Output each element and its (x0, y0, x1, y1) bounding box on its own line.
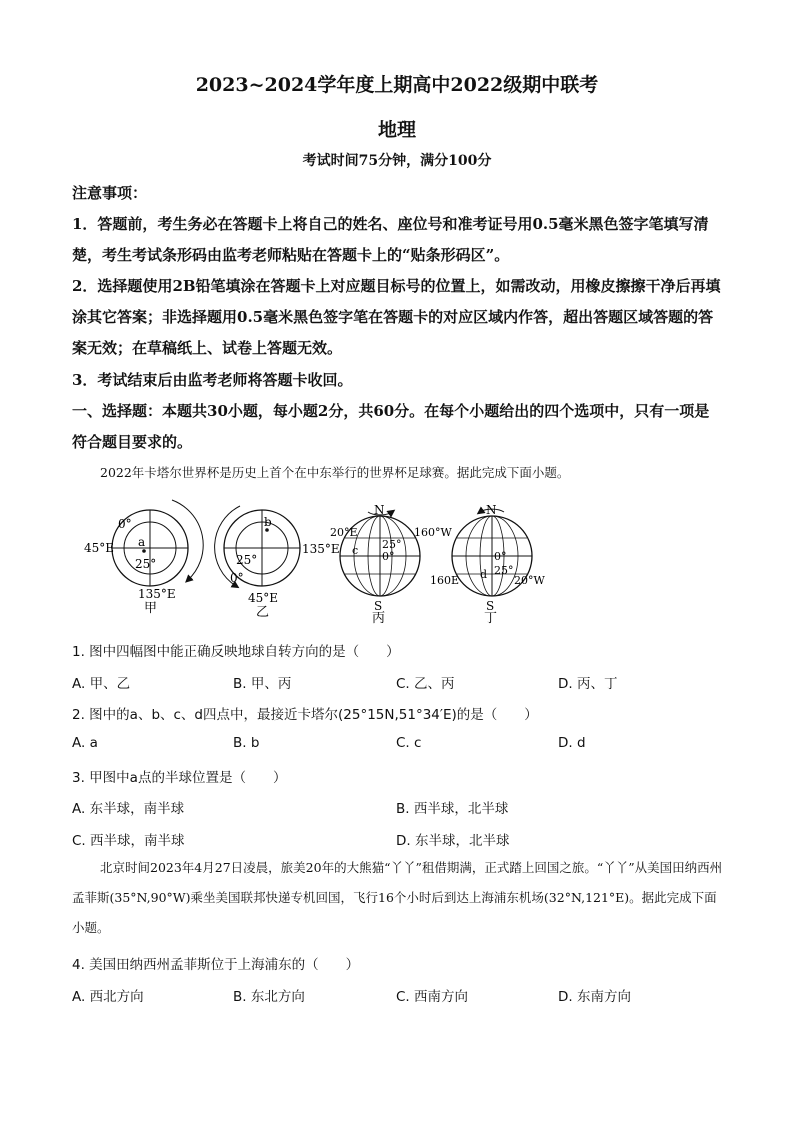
notice-item-2: 2．选择题使用2B铅笔填涂在答题卡上对应题目标号的位置上，如需改动，用橡皮擦擦干净后再填涂其它答案；非选择题用0.5毫米黑色签字笔在答题卡的对应区域内作答，超出答题区域答题的答案无效；在草稿纸上、试卷上答题无效。 (72, 277, 721, 357)
diagram-bing (330, 503, 452, 626)
bing-label-20e: 20°E (330, 526, 358, 539)
exam-subject: 地理 (377, 119, 416, 141)
q2-option-d[interactable]: D. d (558, 735, 586, 751)
q4-option-c[interactable]: C. 西南方向 (396, 989, 469, 1005)
q4-option-a[interactable]: A. 西北方向 (72, 989, 144, 1005)
ding-label-25: 25° (494, 564, 514, 577)
jia-label-0: 0° (118, 517, 132, 531)
exam-time: 考试时间75分钟，满分100分 (302, 153, 492, 169)
q3-option-b[interactable]: B. 西半球，北半球 (396, 801, 509, 817)
q3-option-d[interactable]: D. 东半球，北半球 (396, 833, 510, 849)
q2-option-c[interactable]: C. c (396, 735, 422, 751)
yi-label-45e: 45°E (248, 591, 279, 605)
jia-point-a: a (138, 535, 146, 549)
diagram-yi (215, 506, 340, 620)
jia-label-135e: 135°E (138, 587, 176, 601)
bing-caption: 丙 (372, 611, 386, 626)
ding-point-d: d (480, 568, 488, 581)
notice-heading: 注意事项： (72, 184, 148, 202)
q1-option-c[interactable]: C. 乙、丙 (396, 676, 455, 692)
passage-2: 北京时间2023年4月27日凌晨，旅美20年的大熊猫“丫丫”租借期满，正式踏上回国之旅。“丫丫”从美国田纳西州孟菲斯(35°N,90°W)乘坐美国联邦快递专机回国，飞行16个小时后到达上海浦东机场(32°N,121°E)。据此完成下面小题。 (72, 860, 723, 935)
q4-option-d[interactable]: D. 东南方向 (558, 989, 631, 1005)
ding-north: N (486, 503, 497, 517)
ding-caption: 丁 (484, 611, 498, 626)
ding-label-160e: 160E (430, 574, 460, 587)
diagram-jia (84, 500, 203, 616)
section-1-heading: 一、选择题：本题共30小题，每小题2分，共60分。在每个小题给出的四个选项中，只有一项是符合题目要求的。 (72, 402, 710, 451)
q2-option-b[interactable]: B. b (233, 735, 260, 751)
ding-label-0: 0° (494, 550, 507, 563)
jia-caption: 甲 (144, 601, 158, 616)
question-3-stem: 3. 甲图中a点的半球位置是（ ） (72, 770, 287, 786)
bing-point-c: c (352, 544, 359, 557)
ding-label-20w: 20°W (514, 574, 545, 587)
jia-label-25: 25° (135, 557, 157, 571)
q1-option-a[interactable]: A. 甲、乙 (72, 676, 131, 692)
bing-label-0: 0° (382, 550, 395, 563)
question-4-stem: 4. 美国田纳西州孟菲斯位于上海浦东的（ ） (72, 957, 360, 973)
yi-point-b: b (264, 515, 272, 529)
q4-option-b[interactable]: B. 东北方向 (233, 989, 305, 1005)
diagram-ding (430, 503, 545, 626)
notice-item-3: 3．考试结束后由监考老师将答题卡收回。 (72, 371, 353, 389)
jia-label-45e: 45°E (84, 541, 115, 555)
bing-south: S (374, 599, 383, 613)
earth-rotation-figure (80, 498, 560, 628)
bing-north: N (374, 503, 385, 517)
exam-title: 2023~2024学年度上期高中2022级期中联考 (195, 74, 599, 96)
question-2-stem: 2. 图中的a、b、c、d四点中，最接近卡塔尔(25°15N,51°34′E)的是（ ） (72, 707, 538, 723)
bing-label-160w: 160°W (414, 526, 452, 539)
passage-1: 2022年卡塔尔世界杯是历史上首个在中东举行的世界杯足球赛。据此完成下面小题。 (100, 465, 570, 480)
q1-option-b[interactable]: B. 甲、丙 (233, 676, 292, 692)
yi-label-135e: 135°E (302, 542, 340, 556)
bing-label-25: 25° (382, 538, 402, 551)
q2-option-a[interactable]: A. a (72, 735, 98, 751)
q1-option-d[interactable]: D. 丙、丁 (558, 676, 618, 692)
ding-south: S (486, 599, 495, 613)
yi-label-25: 25° (236, 553, 258, 567)
yi-label-0: 0° (230, 571, 244, 585)
q3-option-c[interactable]: C. 西半球，南半球 (72, 833, 185, 849)
q3-option-a[interactable]: A. 东半球，南半球 (72, 801, 185, 817)
notice-item-1: 1．答题前，考生务必在答题卡上将自己的姓名、座位号和准考证号用0.5毫米黑色签字笔填写清楚，考生考试条形码由监考老师粘贴在答题卡上的“贴条形码区”。 (72, 215, 709, 264)
yi-caption: 乙 (256, 605, 270, 620)
question-1-stem: 1. 图中四幅图中能正确反映地球自转方向的是（ ） (72, 644, 400, 660)
